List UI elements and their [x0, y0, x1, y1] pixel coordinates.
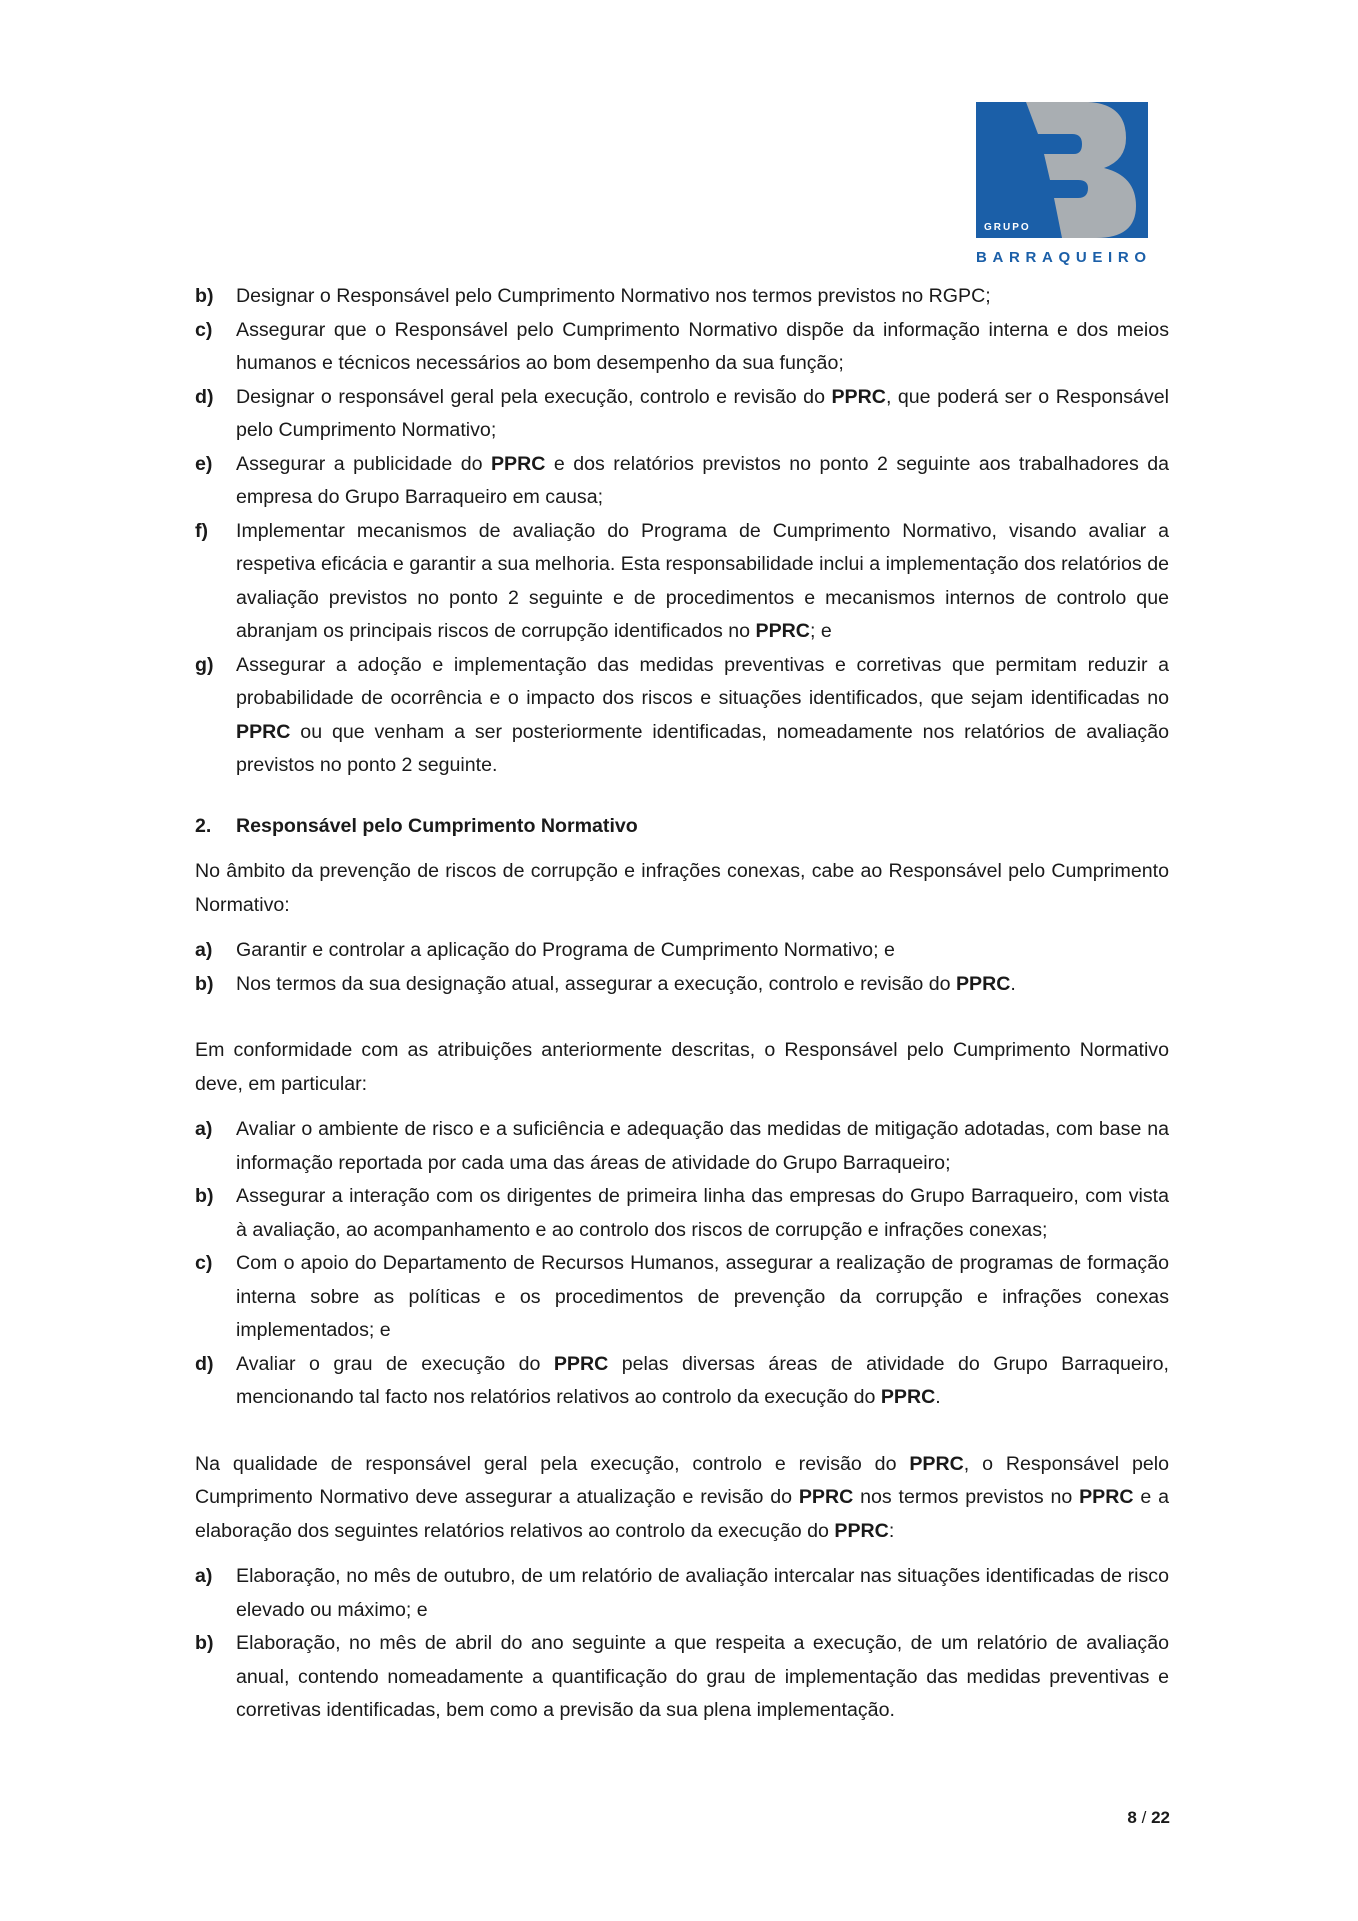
text-run: Elaboração, no mês de outubro, de um relatório de avaliação intercalar nas situações identificadas de risco elevado ou máximo; e [236, 1565, 1169, 1621]
list-item-text [236, 280, 1169, 314]
list-item-label: a) [195, 1118, 213, 1140]
page-current: 8 [1127, 1808, 1137, 1827]
list-item-text [236, 649, 1169, 783]
bold-term: PPRC [236, 720, 291, 743]
list-item-text [236, 515, 1169, 649]
list-item [195, 314, 1169, 381]
list-item-label: b) [195, 1632, 214, 1654]
section-intro: No âmbito da prevenção de riscos de corrupção e infrações conexas, cabe ao Responsável pelo Cumprimento Normativo: [195, 860, 1169, 916]
list-item-text [236, 1113, 1169, 1180]
list-item-text [236, 1348, 1169, 1415]
text-run: Assegurar que o Responsável pelo Cumprimento Normativo dispõe da informação interna e dos meios humanos e técnicos necessários ao bom desempenho da sua função; [236, 318, 1169, 374]
list-item-text [236, 448, 1169, 515]
section-heading [195, 810, 1169, 844]
text-run: Nos termos da sua designação atual, assegurar a execução, controlo e revisão do [236, 972, 956, 995]
section-paragraph-3 [195, 1448, 1169, 1549]
list-item [195, 649, 1169, 783]
bold-term: PPRC [880, 1386, 936, 1408]
text-run: Garantir e controlar a aplicação do Programa de Cumprimento Normativo; e [236, 939, 895, 961]
list-item-label: a) [195, 939, 213, 961]
logo-top-text: GRUPO [984, 222, 1031, 233]
text-run: Designar o Responsável pelo Cumprimento Normativo nos termos previstos no RGPC; [236, 285, 991, 307]
duties-list [195, 280, 1169, 783]
page-number [1040, 1808, 1170, 1828]
list-item-label: a) [195, 1565, 213, 1587]
text-run: nos termos previstos no [853, 1486, 1080, 1508]
document-body [195, 280, 1169, 1728]
bold-term: PPRC [831, 385, 886, 408]
bold-term: PPRC [909, 1452, 964, 1475]
list-item [195, 1113, 1169, 1180]
text-run: , o Responsável pelo Cumprimento Normativo deve assegurar a atualização e revisão do [195, 1452, 1169, 1508]
list-item-label: c) [195, 318, 213, 341]
list-item [195, 1180, 1169, 1247]
list-item [195, 448, 1169, 515]
text-run: Na qualidade de responsável geral pela execução, controlo e revisão do [195, 1452, 910, 1475]
text-run: Avaliar o grau de execução do [236, 1352, 554, 1375]
logo-bottom-text: BARRAQUEIRO [976, 249, 1148, 266]
bold-term: PPRC [955, 972, 1011, 995]
text-run: , que poderá ser o Responsável pelo Cumprimento Normativo; [236, 385, 1169, 441]
text-run: . [1010, 972, 1016, 995]
list-item [195, 1627, 1169, 1728]
list-item [195, 280, 1169, 314]
list-item-label: c) [195, 1252, 213, 1274]
text-run: Designar o responsável geral pela execução, controlo e revisão do [236, 385, 832, 408]
list-item-label: d) [195, 1352, 214, 1375]
text-run: Com o apoio do Departamento de Recursos Humanos, assegurar a realização de programas de formação interna sobre as políticas e os procedimentos de prevenção da corrupção e infrações conexas implementados; e [236, 1252, 1169, 1341]
text-run: Assegurar a interação com os dirigentes de primeira linha das empresas do Grupo Barraqueiro, com vista à avaliação, ao acompanhamento e ao controlo dos riscos de corrupção e infrações conexas; [236, 1185, 1169, 1241]
list-item-text [236, 1180, 1169, 1247]
list-item-text [236, 934, 1169, 968]
list-item [195, 968, 1169, 1002]
text-run: Elaboração, no mês de abril do ano seguinte a que respeita a execução, de um relatório de avaliação anual, contendo nomeadamente a quantificação do grau de implementação das medidas preventivas e corretivas identificadas, bem como a previsão da sua plena implementação. [236, 1632, 1169, 1721]
section-paragraph-2: Em conformidade com as atribuições anteriormente descritas, o Responsável pelo Cumprimento Normativo deve, em particular: [195, 1039, 1169, 1095]
list-item-text [236, 968, 1169, 1002]
text-run: e dos relatórios previstos no ponto 2 seguinte aos trabalhadores da empresa do Grupo Barraqueiro em causa; [236, 452, 1169, 508]
list-item-label: d) [195, 385, 214, 408]
particular-duties-list [195, 1113, 1169, 1415]
list-item [195, 1348, 1169, 1415]
reports-list [195, 1560, 1169, 1728]
bold-term: PPRC [1079, 1486, 1134, 1508]
page-separator: / [1141, 1808, 1147, 1827]
list-item-label: b) [195, 285, 214, 307]
bold-term: PPRC [834, 1519, 889, 1542]
text-run: ; e [809, 620, 832, 642]
list-item [195, 934, 1169, 968]
text-run: : [888, 1519, 895, 1542]
list-item-text [236, 1247, 1169, 1348]
list-item [195, 515, 1169, 649]
bold-term: PPRC [490, 452, 546, 475]
section-number: 2. [195, 814, 212, 837]
list-item-text [236, 314, 1169, 381]
list-item-label: b) [195, 1185, 214, 1207]
list-item-text [236, 1627, 1169, 1728]
list-item [195, 1247, 1169, 1348]
bold-term: PPRC [553, 1352, 609, 1375]
text-run: Assegurar a adoção e implementação das medidas preventivas e corretivas que permitam reduzir a probabilidade de ocorrência e o impacto dos riscos e situações identificados, que sejam identificadas no [236, 653, 1169, 709]
list-item [195, 381, 1169, 448]
bold-term: PPRC [755, 620, 810, 642]
list-item-label: b) [195, 972, 214, 995]
responsibilities-list [195, 934, 1169, 1001]
list-item-text [236, 1560, 1169, 1627]
bold-term: PPRC [798, 1486, 854, 1508]
section-title: Responsável pelo Cumprimento Normativo [236, 814, 638, 837]
text-run: pelas diversas áreas de atividade do Grupo Barraqueiro, mencionando tal facto nos relatórios relativos ao controlo da execução do [236, 1352, 1170, 1408]
text-run: ou que venham a ser posteriormente identificadas, nomeadamente nos relatórios de avaliação previstos no ponto 2 seguinte. [236, 720, 1169, 776]
list-item-label: f) [195, 519, 209, 542]
text-run: e a elaboração dos seguintes relatórios relativos ao controlo da execução do [195, 1486, 1169, 1542]
grupo-barraqueiro-logo [976, 102, 1148, 266]
list-item [195, 1560, 1169, 1627]
page-total: 22 [1151, 1808, 1170, 1827]
text-run: Avaliar o ambiente de risco e a suficiência e adequação das medidas de mitigação adotadas, com base na informação reportada por cada uma das áreas de atividade do Grupo Barraqueiro; [236, 1118, 1169, 1174]
list-item-text [236, 381, 1169, 448]
list-item-label: e) [195, 452, 213, 475]
text-run: Assegurar a publicidade do [236, 452, 491, 475]
list-item-label: g) [195, 653, 214, 676]
text-run: . [935, 1386, 941, 1408]
text-run: Implementar mecanismos de avaliação do Programa de Cumprimento Normativo, visando avaliar a respetiva eficácia e garantir a sua melhoria. Esta responsabilidade inclui a implementação dos relatórios de avaliação previstos no ponto 2 seguinte e de procedimentos e mecanismos internos de controlo que abranjam os principais riscos de corrupção identificados no [236, 519, 1169, 642]
